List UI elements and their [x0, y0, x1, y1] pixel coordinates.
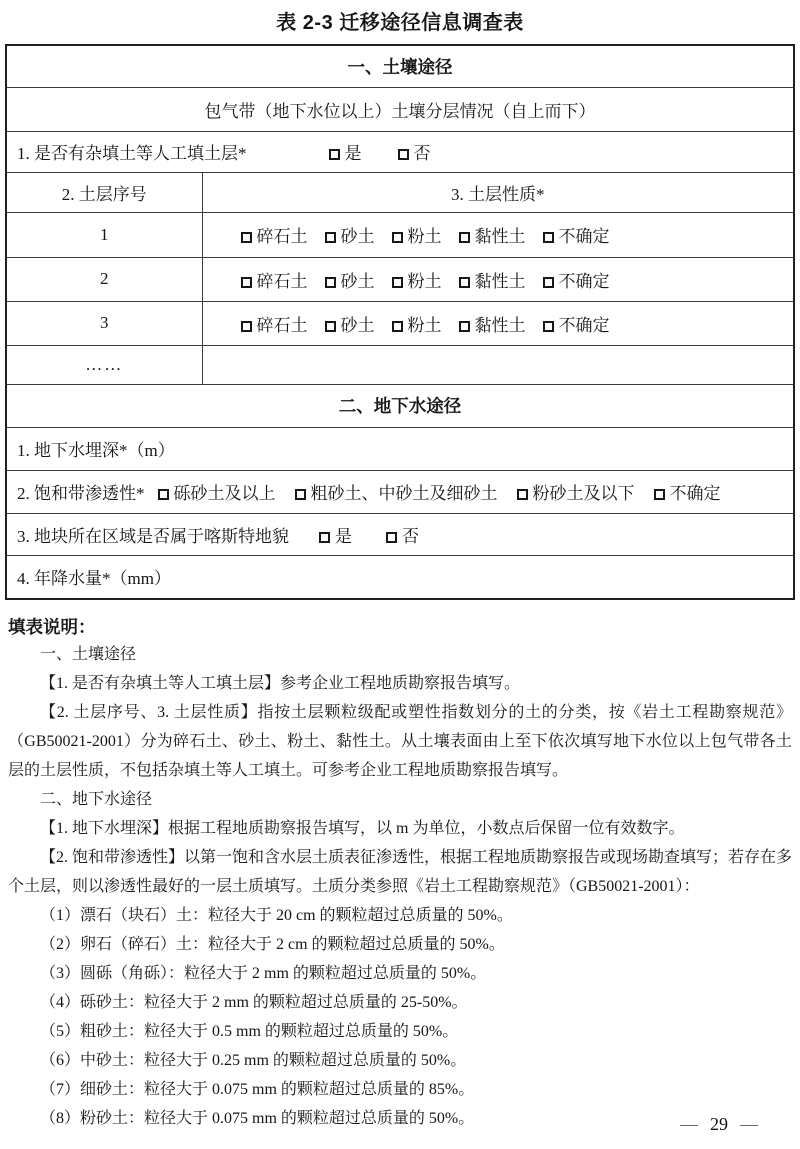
checkbox-icon — [386, 532, 397, 543]
page-number — [680, 1114, 758, 1135]
option-label: 砂土 — [340, 227, 375, 246]
note-paragraph: （7）细砂土：粒径大于 0.075 mm 的颗粒超过总质量的 85%。 — [40, 1081, 475, 1098]
table-row — [6, 45, 794, 87]
checkbox-icon — [158, 489, 169, 500]
option-label: 不确定 — [669, 484, 721, 503]
layer-property-cell-empty — [202, 345, 794, 384]
checkbox-option-uncertain — [543, 272, 610, 291]
option-label: 黏性土 — [474, 227, 526, 246]
section-soil-header: 一、土壤途径 — [6, 45, 794, 87]
table-row — [6, 172, 794, 212]
layer-property-cell — [202, 212, 794, 257]
table-row — [6, 427, 794, 470]
layer-row — [6, 212, 794, 257]
checkbox-icon — [392, 232, 403, 243]
option-label: 砂土 — [340, 271, 375, 291]
layer-number-cell: 3 — [6, 301, 202, 345]
note-paragraph: （6）中砂土：粒径大于 0.25 mm 的颗粒超过总质量的 50%。 — [40, 1052, 467, 1069]
checkbox-option-no — [386, 527, 419, 546]
checkbox-icon — [325, 321, 336, 332]
page-number-dash: — — [740, 1114, 758, 1134]
note-paragraph: 【1. 地下水埋深】根据工程地质勘察报告填写，以 m 为单位，小数点后保留一位有效数字。 — [40, 820, 685, 837]
checkbox-icon — [392, 277, 403, 288]
soil-subheader: 包气带（地下水位以上）土壤分层情况（自上而下） — [6, 87, 794, 131]
table-row — [6, 87, 794, 131]
option-label: 是 — [344, 144, 362, 163]
note-paragraph: 【2. 土层序号、3. 土层性质】指按土层颗粒级配或塑性指数划分的土的分类，按《岩土工程勘察规范》（GB50021-2001）分为碎石土、砂土、粉土、黏性土。从土壤表面由上至下依次填写地下水位以上包气带各土层的土层性质，不包括杂填土等人工填土。可参考企业工程地质勘察报告填写。 — [8, 704, 792, 779]
checkbox-option-yes — [329, 144, 362, 163]
checkbox-icon — [325, 232, 336, 243]
permeability-label: 2. 饱和带渗透性* — [17, 484, 145, 503]
checkbox-icon — [459, 232, 470, 243]
layer-row — [6, 257, 794, 301]
option-label: 粗砂土、中砂土及细砂土 — [310, 484, 498, 503]
checkbox-option-sand-soil — [325, 272, 375, 291]
page-number-value: 29 — [710, 1114, 728, 1134]
option-label: 黏性土 — [474, 315, 526, 335]
option-label: 碎石土 — [256, 227, 308, 246]
checkbox-icon — [459, 321, 470, 332]
checkbox-icon — [398, 149, 409, 160]
fill-layer-question-row — [6, 131, 794, 172]
checkbox-icon — [543, 232, 554, 243]
note-paragraph: （3）圆砾（角砾）：粒径大于 2 mm 的颗粒超过总质量的 50%。 — [40, 965, 487, 982]
checkbox-icon — [241, 277, 252, 288]
checkbox-option-silt-soil — [392, 316, 442, 335]
col-header-layer-number: 2. 土层序号 — [6, 172, 202, 212]
karst-row — [6, 513, 794, 555]
checkbox-option-clay-soil — [459, 227, 526, 246]
checkbox-option-uncertain — [543, 316, 610, 335]
option-label: 不确定 — [558, 315, 610, 335]
checkbox-icon — [241, 321, 252, 332]
checkbox-option-no — [398, 144, 431, 163]
layer-row — [6, 345, 794, 384]
checkbox-icon — [543, 277, 554, 288]
table-row — [6, 470, 794, 513]
checkbox-icon — [319, 532, 330, 543]
checkbox-icon — [392, 321, 403, 332]
option-label: 不确定 — [558, 271, 610, 291]
col-header-layer-property: 3. 土层性质* — [202, 172, 794, 212]
karst-label: 3. 地块所在区域是否属于喀斯特地貌 — [17, 526, 289, 546]
option-label: 砂土 — [340, 315, 375, 335]
checkbox-icon — [543, 321, 554, 332]
note-paragraph: （1）漂石（块石）土：粒径大于 20 cm 的颗粒超过总质量的 50%。 — [40, 907, 513, 924]
checkbox-option-yes — [319, 527, 352, 546]
table-row — [6, 384, 794, 427]
layer-number-cell: 1 — [6, 212, 202, 257]
option-label: 碎石土 — [256, 315, 308, 335]
checkbox-option-gravel-soil — [241, 272, 308, 291]
rainfall-row: 4. 年降水量*（mm） — [6, 555, 794, 599]
permeability-row — [6, 470, 794, 513]
groundwater-depth-row: 1. 地下水埋深*（m） — [6, 427, 794, 470]
checkbox-option-gravel-sand-above — [158, 484, 276, 503]
checkbox-icon — [295, 489, 306, 500]
survey-table — [5, 44, 795, 600]
checkbox-icon — [654, 489, 665, 500]
checkbox-option-silt-soil — [392, 227, 442, 246]
checkbox-option-silt-soil — [392, 272, 442, 291]
checkbox-icon — [325, 277, 336, 288]
option-label: 黏性土 — [474, 271, 526, 291]
checkbox-icon — [329, 149, 340, 160]
option-label: 碎石土 — [256, 271, 308, 291]
checkbox-option-uncertain — [654, 484, 721, 503]
checkbox-option-clay-soil — [459, 272, 526, 291]
note-paragraph: （4）砾砂土：粒径大于 2 mm 的颗粒超过总质量的 25-50%。 — [40, 994, 468, 1011]
checkbox-option-clay-soil — [459, 316, 526, 335]
option-label: 粉砂土及以下 — [532, 484, 635, 503]
option-label: 不确定 — [558, 227, 610, 246]
section-groundwater-header: 二、地下水途径 — [6, 384, 794, 427]
checkbox-option-coarse-medium-fine-sand — [295, 484, 498, 503]
layer-property-cell — [202, 257, 794, 301]
option-label: 是 — [335, 526, 352, 546]
note-paragraph: （8）粉砂土：粒径大于 0.075 mm 的颗粒超过总质量的 50%。 — [40, 1110, 475, 1127]
layer-number-cell-ellipsis: …… — [6, 345, 202, 384]
fill-layer-question-label: 1. 是否有杂填土等人工填土层* — [17, 144, 247, 163]
checkbox-icon — [517, 489, 528, 500]
note-paragraph: 二、地下水途径 — [40, 791, 153, 808]
option-label: 粉土 — [407, 227, 442, 246]
note-paragraph: （5）粗砂土：粒径大于 0.5 mm 的颗粒超过总质量的 50%。 — [40, 1023, 459, 1040]
table-row — [6, 513, 794, 555]
note-paragraph: 【2. 饱和带渗透性】以第一饱和含水层土质表征渗透性，根据工程地质勘察报告或现场勘查填写；若存在多个土层，则以渗透性最好的一层土质填写。土质分类参照《岩土工程勘察规范》（GB50021-2001）： — [8, 849, 793, 895]
notes-section — [8, 614, 792, 1133]
checkbox-icon — [241, 232, 252, 243]
option-label: 否 — [402, 526, 419, 546]
checkbox-option-uncertain — [543, 227, 610, 246]
option-label: 砾砂土及以上 — [173, 484, 276, 503]
layer-row — [6, 301, 794, 345]
option-label: 否 — [413, 144, 431, 163]
checkbox-option-gravel-soil — [241, 227, 308, 246]
checkbox-icon — [459, 277, 470, 288]
layer-number-cell: 2 — [6, 257, 202, 301]
page-title: 表 2-3 迁移途径信息调查表 — [276, 12, 524, 34]
layer-property-cell — [202, 301, 794, 345]
option-label: 粉土 — [407, 315, 442, 335]
note-paragraph: （2）卵石（碎石）土：粒径大于 2 cm 的颗粒超过总质量的 50%。 — [40, 936, 505, 953]
notes-heading: 填表说明： — [8, 617, 96, 637]
checkbox-option-sand-soil — [325, 227, 375, 246]
checkbox-option-sand-soil — [325, 316, 375, 335]
checkbox-option-silty-sand-below — [517, 484, 635, 503]
table-row — [6, 131, 794, 172]
checkbox-option-gravel-soil — [241, 316, 308, 335]
option-label: 粉土 — [407, 271, 442, 291]
page-number-dash: — — [680, 1114, 698, 1134]
note-paragraph: 【1. 是否有杂填土等人工填土层】参考企业工程地质勘察报告填写。 — [40, 675, 521, 692]
note-paragraph: 一、土壤途径 — [40, 646, 137, 663]
table-row — [6, 555, 794, 599]
